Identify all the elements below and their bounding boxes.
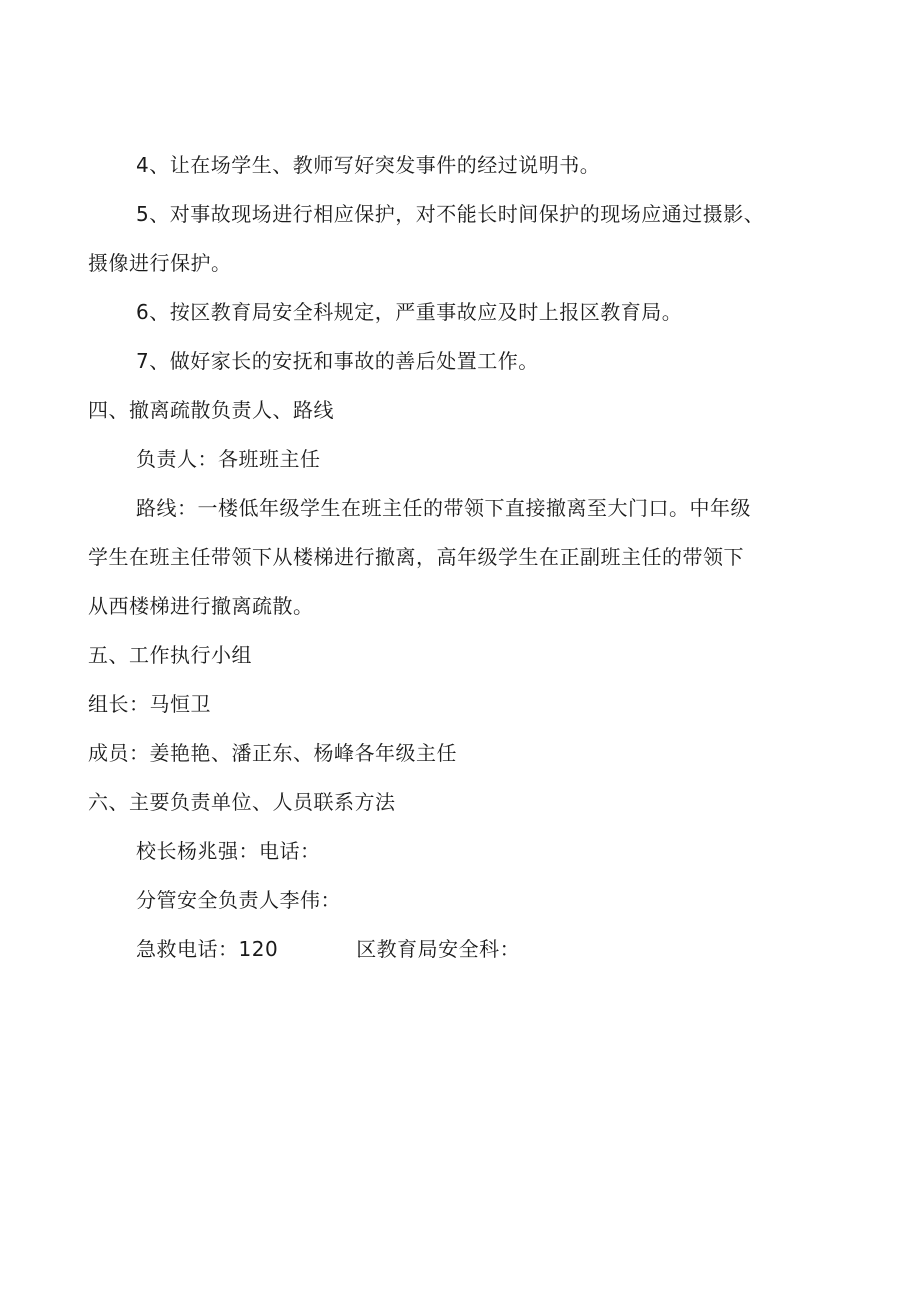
route-line-3: 从西楼梯进行撤离疏散。 xyxy=(88,594,314,618)
item-6: 6、按区教育局安全科规定，严重事故应及时上报区教育局。 xyxy=(136,300,683,324)
section-6-heading: 六、主要负责单位、人员联系方法 xyxy=(88,790,396,814)
item-5-line-1: 5、对事故现场进行相应保护，对不能长时间保护的现场应通过摄影、 xyxy=(136,202,765,226)
section-4-heading: 四、撤离疏散负责人、路线 xyxy=(88,398,334,422)
item-5-line-2: 摄像进行保护。 xyxy=(88,251,232,275)
route-line-1: 路线：一楼低年级学生在班主任的带领下直接撤离至大门口。中年级 xyxy=(136,496,751,520)
group-leader: 组长：马恒卫 xyxy=(88,692,211,716)
emergency-contact-row xyxy=(88,925,858,974)
group-members: 成员：姜艳艳、潘正东、杨峰各年级主任 xyxy=(88,741,457,765)
route-line-2: 学生在班主任带领下从楼梯进行撤离，高年级学生在正副班主任的带领下 xyxy=(88,545,744,569)
bureau-safety-contact: 区教育局安全科： xyxy=(356,937,521,961)
section-5-heading: 五、工作执行小组 xyxy=(88,643,252,667)
evacuation-responsible: 负责人：各班班主任 xyxy=(136,447,321,471)
emergency-phone: 急救电话：120 xyxy=(136,937,279,961)
item-4: 4、让在场学生、教师写好突发事件的经过说明书。 xyxy=(136,153,601,177)
principal-contact: 校长杨兆强：电话： xyxy=(136,839,321,863)
safety-contact: 分管安全负责人李伟： xyxy=(136,888,341,912)
document-body xyxy=(88,141,858,974)
item-7: 7、做好家长的安抚和事故的善后处置工作。 xyxy=(136,349,539,373)
